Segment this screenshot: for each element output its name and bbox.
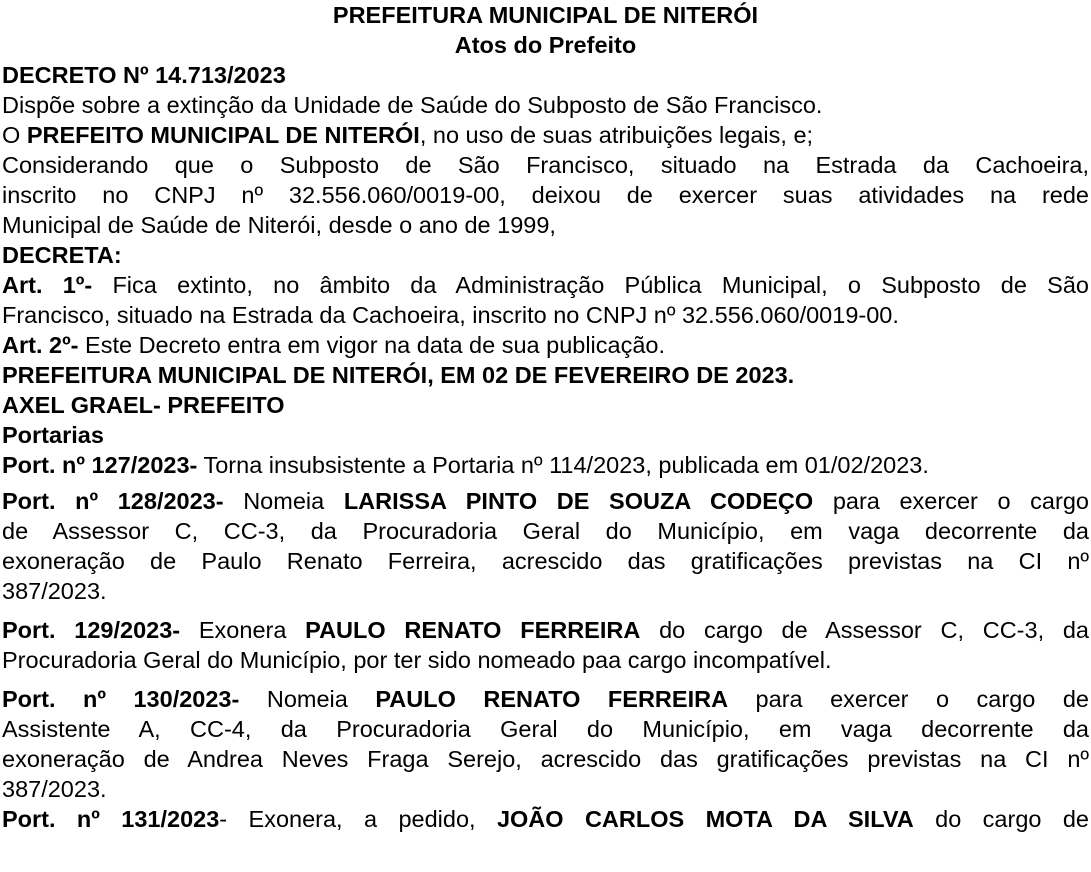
decree-article-1-cont: Francisco, situado na Estrada da Cachoeira, inscrito no CNPJ nº 32.556.060/0019-00.	[2, 302, 899, 328]
article-1-text: Fica extinto, no âmbito da Administração Pública Municipal, o Subposto de São	[92, 272, 1089, 298]
portaria-127	[2, 450, 1089, 480]
portaria-130-line: Assistente A, CC-4, da Procuradoria Geral do Município, em vaga decorrente da	[2, 716, 1089, 742]
portaria-128-line: 387/2023.	[2, 578, 107, 604]
decree-heading: DECRETO Nº 14.713/2023	[2, 62, 286, 88]
decree-intro-prefix: O	[2, 122, 27, 148]
portaria-130	[2, 684, 1089, 804]
decree-intro	[2, 120, 1089, 150]
portaria-130-person: PAULO RENATO FERREIRA	[375, 686, 729, 712]
portaria-130-line: 387/2023.	[2, 776, 107, 802]
portaria-130-line: exoneração de Andrea Neves Fraga Serejo, acrescido das gratificações previstas na CI nº	[2, 746, 1089, 772]
decree-intro-authority: PREFEITO MUNICIPAL DE NITERÓI	[26, 122, 420, 148]
article-2-text: Este Decreto entra em vigor na data de sua publicação.	[78, 332, 666, 358]
decree-signature: AXEL GRAEL- PREFEITO	[2, 392, 285, 418]
portaria-130-label: Port. nº 130/2023-	[2, 686, 240, 712]
decree-intro-suffix: , no uso de suas atribuições legais, e;	[419, 122, 814, 148]
portaria-128	[2, 486, 1089, 606]
portaria-131-person: JOÃO CARLOS MOTA DA SILVA	[496, 806, 914, 832]
portaria-131	[2, 804, 1089, 834]
decree-considerando-line: Considerando que o Subposto de São Francisco, situado na Estrada da Cachoeira,	[2, 152, 1089, 178]
portaria-127-label: Port. nº 127/2023-	[2, 452, 198, 478]
portaria-128-line: de Assessor C, CC-3, da Procuradoria Geral do Município, em vaga decorrente da	[2, 518, 1089, 544]
portaria-131-text: do cargo de	[913, 806, 1089, 832]
portaria-129-line	[2, 615, 1089, 645]
portaria-128-person: LARISSA PINTO DE SOUZA CODEÇO	[343, 488, 814, 514]
decree-article-2	[2, 330, 1089, 360]
decree-considerando-line: inscrito no CNPJ nº 32.556.060/0019-00, deixou de exercer suas atividades na rede	[2, 182, 1089, 208]
decree-ementa: Dispõe sobre a extinção da Unidade de Saúde do Subposto de São Francisco.	[2, 92, 823, 118]
portaria-129-text: Exonera	[180, 617, 306, 643]
article-2-label: Art. 2º-	[2, 332, 79, 358]
decree-closing: PREFEITURA MUNICIPAL DE NITERÓI, EM 02 DE FEVEREIRO DE 2023.	[2, 362, 795, 388]
portaria-131-text: - Exonera, a pedido,	[219, 806, 497, 832]
portaria-128-line	[2, 486, 1089, 516]
portaria-131-line	[2, 804, 1089, 834]
portaria-128-text: Nomeia	[223, 488, 344, 514]
portaria-130-line	[2, 684, 1089, 714]
portaria-128-line: exoneração de Paulo Renato Ferreira, acrescido das gratificações previstas na CI nº	[2, 548, 1089, 574]
portaria-128-label: Port. nº 128/2023-	[2, 488, 224, 514]
portarias-heading: Portarias	[2, 422, 104, 448]
document-title: PREFEITURA MUNICIPAL DE NITERÓI	[332, 2, 759, 28]
decree-decreta: DECRETA:	[2, 242, 122, 268]
decree-article-1	[2, 270, 1089, 300]
decree-considerando-line: Municipal de Saúde de Niterói, desde o ano de 1999,	[2, 212, 556, 238]
document-page	[2, 0, 1089, 834]
portaria-129-line: Procuradoria Geral do Município, por ter sido nomeado paa cargo incompatível.	[2, 647, 832, 673]
portaria-127-text: Torna insubsistente a Portaria nº 114/2023, publicada em 01/02/2023.	[197, 452, 929, 478]
portaria-129-person: PAULO RENATO FERREIRA	[305, 617, 641, 643]
portaria-130-text: para exercer o cargo de	[728, 686, 1089, 712]
portaria-128-text: para exercer o cargo	[813, 488, 1089, 514]
portaria-131-label: Port. nº 131/2023	[2, 806, 220, 832]
article-1-label: Art. 1º-	[2, 272, 93, 298]
portaria-129	[2, 615, 1089, 675]
portaria-129-text: do cargo de Assessor C, CC-3, da	[640, 617, 1089, 643]
document-subtitle: Atos do Prefeito	[454, 32, 637, 58]
portaria-129-label: Port. 129/2023-	[2, 617, 181, 643]
portaria-130-text: Nomeia	[239, 686, 376, 712]
